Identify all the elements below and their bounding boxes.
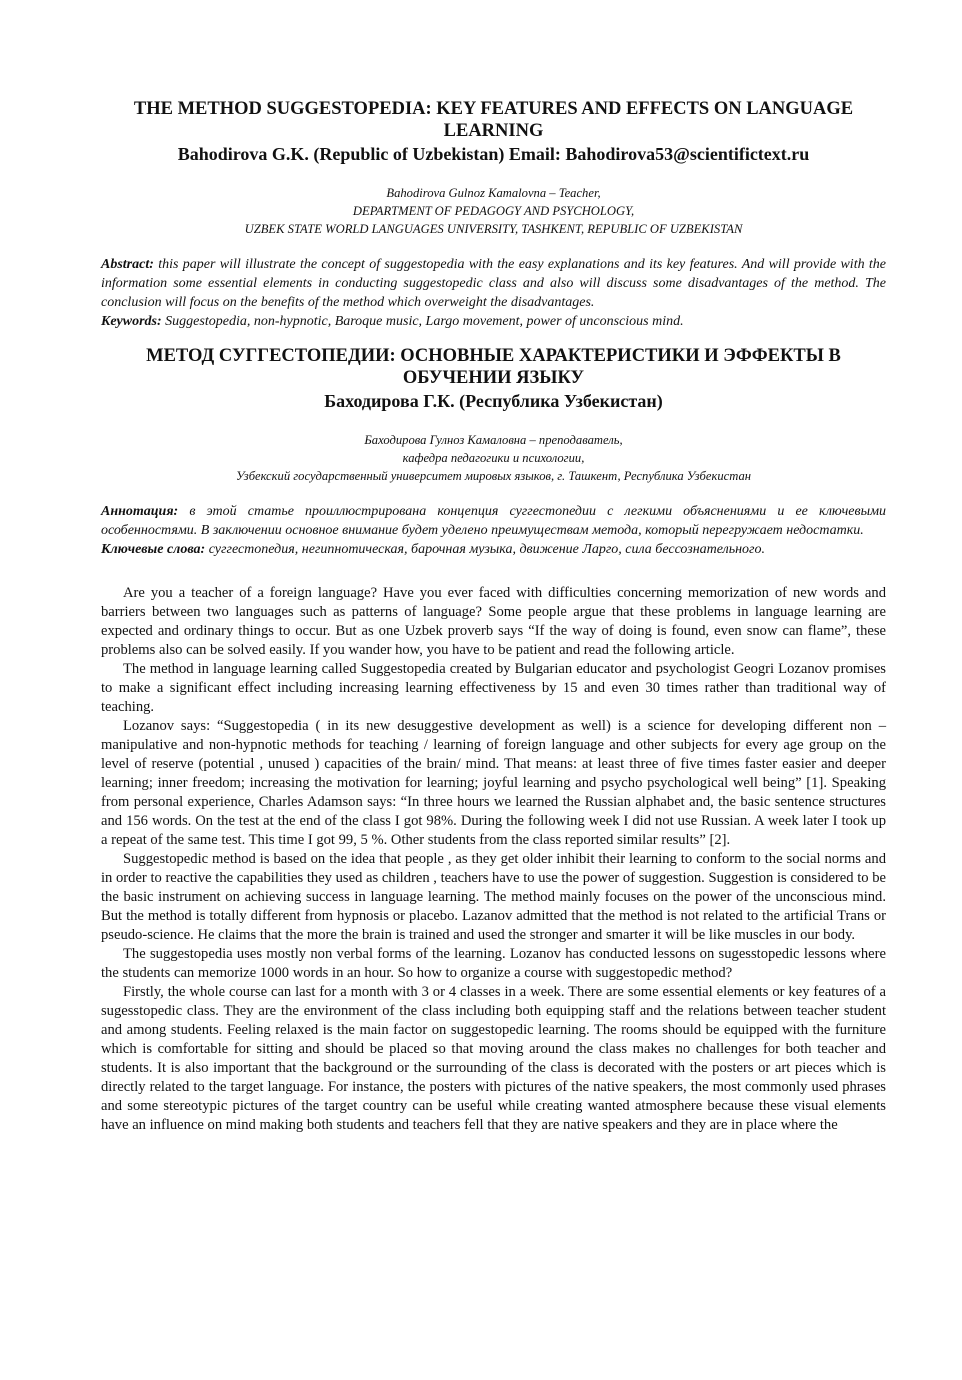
abstract-en bbox=[101, 255, 886, 312]
author-line-en: Bahodirova G.K. (Republic of Uzbekistan) Email: Bahodirova53@scientifictext.ru bbox=[177, 144, 810, 164]
body-paragraph: Are you a teacher of a foreign language? Have you ever faced with difficulties concerning memorization of new words and barriers between two languages such as patterns of language? Some people argue that these problems in language learning are expected and ordinary things to occur. But as one Uzbek proverb says “If the way of doing is found, even snow can flame”, these problems also can be solved easily. If you wander how, you have to be patient and read the following article. bbox=[101, 585, 886, 658]
affiliation-line: UZBEK STATE WORLD LANGUAGES UNIVERSITY, TASHKENT, REPUBLIC OF UZBEKISTAN bbox=[244, 222, 743, 236]
abstract-text: в этой статье проиллюстрирована концепция суггестопедии с легкими объяснениями и ее ключевыми особенностями. В заключении основное внимание будет уделено преимуществам метода, который перегружает недостатки. bbox=[101, 504, 887, 538]
paper-title-en: THE METHOD SUGGESTOPEDIA: KEY FEATURES AND EFFECTS ON LANGUAGE LEARNING bbox=[133, 99, 854, 141]
affiliation-line: Bahodirova Gulnoz Kamalovna – Teacher, bbox=[386, 186, 601, 200]
keywords-label: Keywords: bbox=[101, 314, 162, 329]
paper-title-ru: МЕТОД СУГГЕСТОПЕДИИ: ОСНОВНЫЕ ХАРАКТЕРИСТИКИ И ЭФФЕКТЫ В ОБУЧЕНИИ ЯЗЫКУ bbox=[146, 346, 841, 388]
body-paragraph: Lozanov says: “Suggestopedia ( in its new desuggestive development as well) is a science for developing different non –manipulative and non-hypnotic methods for teaching / learning of foreign language and other subjects for every age group on the level of reserve (potential , unused ) capacities of the brain/ mind. That means: at least three of five times faster easier and deeper learning; inner freedom; increasing the motivation for learning; joyful learning and psycho psychological well being” [1]. Speaking from personal experience, Charles Adamson says: “In three hours we learned the Russian alphabet and, the basic sentence structures and 156 words. On the test at the end of the class I got 98%. During the following week I did not use Russian. A week later I took up a repeat of the same test. This time I got 99, 5 %. Other students from the class reported similar results” [2]. bbox=[101, 718, 886, 848]
affiliation-ru bbox=[101, 431, 886, 485]
affiliation-line: Баходирова Гулноз Камаловна – преподаватель, bbox=[364, 433, 623, 447]
paper-page bbox=[101, 98, 886, 1135]
keywords-label: Ключевые слова: bbox=[101, 542, 206, 557]
body-paragraph: Firstly, the whole course can last for a month with 3 or 4 classes in a week. There are some essential elements or key features of a sugesstopedic class. They are the environment of the class including both equipping staff and the relations between teacher student and among students. Feeling relaxed is the main factor on suggestopedic learning. The rooms should be equipped with the furniture which is comfortable for sitting and should be placed so that moving around the class makes no challenges for both teacher and students. It is also important that the background or the surrounding of the class is decorated with the posters or art pieces which is directly related to the target language. For instance, the posters with pictures of the native speakers, the most commonly used phrases and some stereotypic pictures of the target country can be useful while creating wanted atmosphere because these visual elements have an influence on mind making both students and teachers fell that they are native speakers and they are in place where the bbox=[101, 984, 886, 1133]
affiliation-line: кафедра педагогики и психологии, bbox=[402, 451, 585, 465]
keywords-text: Suggestopedia, non-hypnotic, Baroque music, Largo movement, power of unconscious mind. bbox=[165, 314, 684, 329]
body-text bbox=[101, 584, 886, 1135]
keywords-ru bbox=[101, 540, 886, 559]
keywords-text: суггестопедия, негипнотическая, барочная музыка, движение Ларго, сила бессознательного. bbox=[208, 542, 766, 557]
abstract-ru bbox=[101, 502, 886, 540]
body-paragraph: The method in language learning called Suggestopedia created by Bulgarian educator and psychologist Geogri Lozanov promises to make a significant effect including increasing learning effectiveness by 15 and even 30 times rather than traditional way of teaching. bbox=[101, 661, 886, 715]
abstract-label: Abstract: bbox=[101, 257, 154, 272]
affiliation-en bbox=[101, 184, 886, 238]
affiliation-line: Узбекский государственный университет мировых языков, г. Ташкент, Республика Узбекистан bbox=[235, 469, 752, 483]
abstract-label: Аннотация: bbox=[101, 504, 179, 519]
author-line-ru: Баходирова Г.К. (Республика Узбекистан) bbox=[324, 391, 663, 411]
abstract-text: this paper will illustrate the concept of suggestopedia with the easy explanations and its key features. And will provide with the information some essential elements in conducting suggestopedic class and also will discuss some disadvantages of the method. The conclusion will focus on the benefits of the method which overweight the disadvantages. bbox=[101, 257, 887, 310]
keywords-en bbox=[101, 312, 886, 331]
body-paragraph: The suggestopedia uses mostly non verbal forms of the learning. Lozanov has conducted lessons on sugesstopedic lessons where the students can memorize 1000 words in an hour. So how to organize a course with suggestopedic method? bbox=[101, 946, 886, 981]
body-paragraph: Suggestopedic method is based on the idea that people , as they get older inhibit their learning to conform to the social norms and in order to reactive the capabilities they used as children , teachers have to use the power of suggestion. Suggestion is considered to be the basic instrument on achieving success in language learning. The method mainly focuses on the power of the unconscious mind. But the method is totally different from hypnosis or placebo. Lazanov admitted that the method is not related to the artificial Trans or pseudo-science. He claims that the more the brain is trained and used the stronger and smarter it will be like muscles in our body. bbox=[101, 851, 886, 943]
affiliation-line: DEPARTMENT OF PEDAGOGY AND PSYCHOLOGY, bbox=[352, 204, 635, 218]
